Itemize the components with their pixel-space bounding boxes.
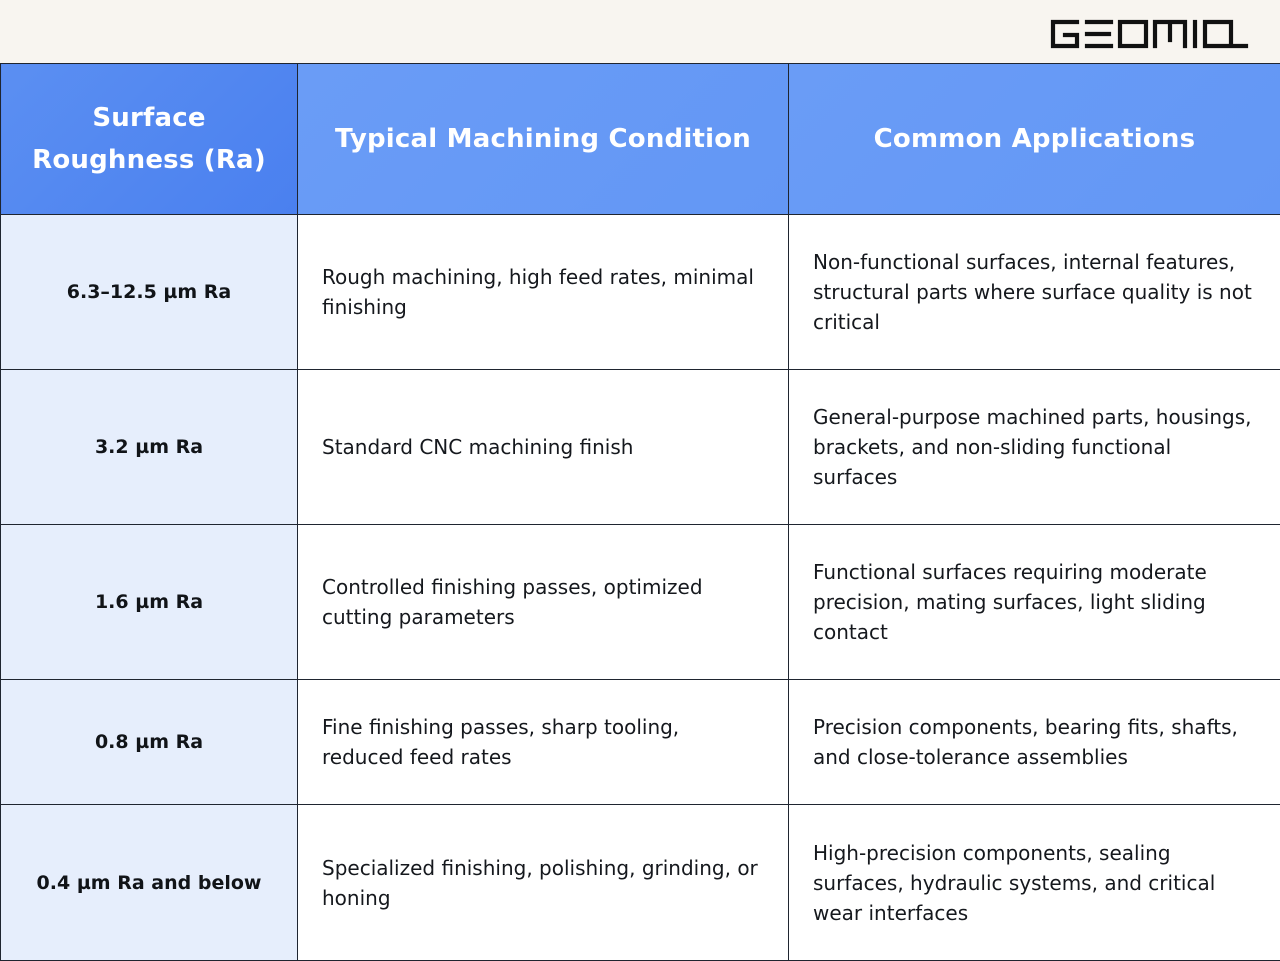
roughness-cell: 1.6 µm Ra bbox=[1, 525, 298, 680]
condition-cell: Specialized finishing, polishing, grinding, or honing bbox=[298, 805, 789, 961]
roughness-cell: 6.3–12.5 µm Ra bbox=[1, 215, 298, 370]
table-row bbox=[1, 215, 1280, 370]
header-surface-roughness: Surface Roughness (Ra) bbox=[1, 64, 298, 215]
condition-cell: Controlled finishing passes, optimized cutting parameters bbox=[298, 525, 789, 680]
top-bar bbox=[0, 0, 1280, 64]
condition-cell: Standard CNC machining finish bbox=[298, 370, 789, 525]
header-common-applications: Common Applications bbox=[789, 64, 1280, 215]
roughness-cell: 0.8 µm Ra bbox=[1, 680, 298, 805]
roughness-cell: 3.2 µm Ra bbox=[1, 370, 298, 525]
condition-cell: Rough machining, high feed rates, minimal finishing bbox=[298, 215, 789, 370]
header-row bbox=[1, 64, 1280, 215]
geomiq-wordmark-icon bbox=[1049, 18, 1254, 50]
header-machining-condition: Typical Machining Condition bbox=[298, 64, 789, 215]
applications-cell: Functional surfaces requiring moderate precision, mating surfaces, light sliding contact bbox=[789, 525, 1280, 680]
applications-cell: Non-functional surfaces, internal features, structural parts where surface quality is not critical bbox=[789, 215, 1280, 370]
surface-roughness-table bbox=[0, 63, 1280, 961]
applications-cell: High-precision components, sealing surfaces, hydraulic systems, and critical wear interfaces bbox=[789, 805, 1280, 961]
table-row bbox=[1, 680, 1280, 805]
table-body bbox=[1, 215, 1280, 961]
table-row bbox=[1, 525, 1280, 680]
condition-cell: Fine finishing passes, sharp tooling, reduced feed rates bbox=[298, 680, 789, 805]
table-row bbox=[1, 370, 1280, 525]
applications-cell: General-purpose machined parts, housings, brackets, and non-sliding functional surfaces bbox=[789, 370, 1280, 525]
table-row bbox=[1, 805, 1280, 961]
roughness-cell: 0.4 µm Ra and below bbox=[1, 805, 298, 961]
table-header bbox=[1, 64, 1280, 215]
applications-cell: Precision components, bearing fits, shafts, and close-tolerance assemblies bbox=[789, 680, 1280, 805]
brand-logo bbox=[1049, 18, 1254, 50]
